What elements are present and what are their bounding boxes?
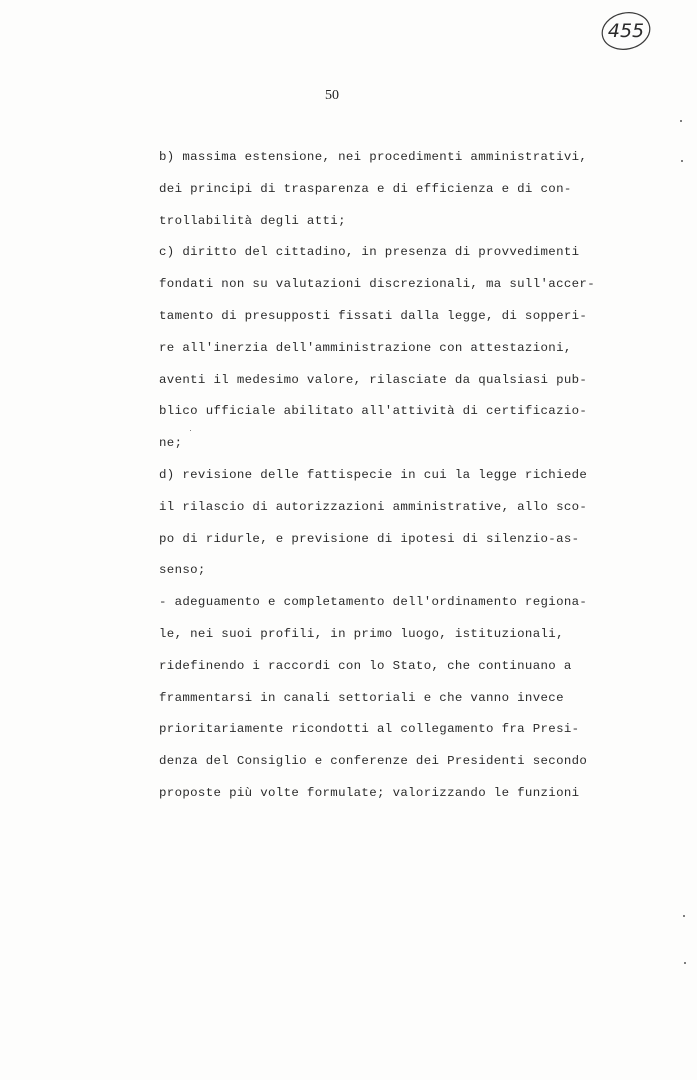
text-line: prioritariamente ricondotti al collegamento fra Presi- <box>159 722 580 737</box>
scan-speck <box>684 962 686 964</box>
text-line: aventi il medesimo valore, rilasciate da qualsiasi pub- <box>159 372 588 387</box>
scan-speck <box>681 160 683 162</box>
stamp-number: 455 <box>607 20 645 42</box>
text-line: trollabilità degli atti; <box>159 213 346 228</box>
page-number: 50 <box>325 88 339 103</box>
text-line: tamento di presupposti fissati dalla legge, di sopperi- <box>159 308 588 323</box>
scan-speck <box>680 120 682 122</box>
scan-speck <box>190 430 191 431</box>
text-line: ridefinendo i raccordi con lo Stato, che continuano a <box>159 658 572 673</box>
body-text <box>159 142 619 810</box>
scan-speck <box>683 915 685 917</box>
text-line: dei principi di trasparenza e di efficienza e di con- <box>159 181 572 196</box>
text-line: fondati non su valutazioni discrezionali, ma sull'accer- <box>159 277 595 292</box>
text-line: denza del Consiglio e conferenze dei Presidenti secondo <box>159 754 588 769</box>
text-line: c) diritto del cittadino, in presenza di provvedimenti <box>159 245 580 260</box>
text-line: frammentarsi in canali settoriali e che vanno invece <box>159 690 564 705</box>
text-line: senso; <box>159 563 206 578</box>
text-line: d) revisione delle fattispecie in cui la legge richiede <box>159 467 588 482</box>
text-line: re all'inerzia dell'amministrazione con attestazioni, <box>159 340 572 355</box>
text-line: le, nei suoi profili, in primo luogo, istituzionali, <box>159 626 564 641</box>
page-stamp <box>600 10 652 52</box>
text-line: po di ridurle, e previsione di ipotesi di silenzio-as- <box>159 531 580 546</box>
text-line: b) massima estensione, nei procedimenti amministrativi, <box>159 150 588 164</box>
text-line: il rilascio di autorizzazioni amministrative, allo sco- <box>159 499 588 514</box>
text-line: proposte più volte formulate; valorizzando le funzioni <box>159 785 580 800</box>
text-line: - adeguamento e completamento dell'ordinamento regiona- <box>159 595 588 610</box>
text-line: ne; <box>159 436 183 451</box>
text-line: blico ufficiale abilitato all'attività di certificazio- <box>159 404 588 419</box>
